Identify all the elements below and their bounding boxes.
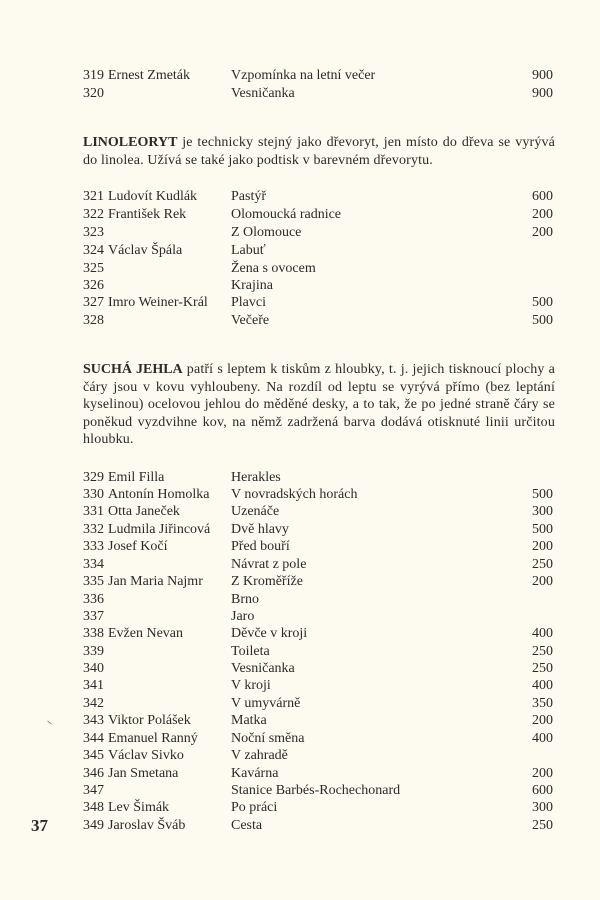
catalog-entry [83, 312, 553, 330]
entry-title: Uzenáče [231, 504, 280, 519]
entry-artist: Ludmila Jiřincová [108, 522, 211, 537]
entry-title: V kroji [231, 678, 271, 693]
entry-title: Olomoucká radnice [231, 207, 342, 222]
catalog-entry [83, 294, 553, 312]
entry-price: 200 [532, 574, 553, 589]
entry-price: 600 [532, 783, 553, 798]
catalog-entry [83, 625, 553, 643]
paper-speck [47, 721, 51, 725]
entry-artist: Viktor Polášek [108, 713, 191, 728]
catalog-entry [83, 747, 553, 765]
catalog-entry [83, 224, 553, 242]
entry-number: 326 [83, 278, 104, 293]
entry-number: 335 [83, 574, 104, 589]
entry-artist: Emil Filla [108, 470, 165, 485]
entry-number: 343 [83, 713, 104, 728]
entry-title: Noční směna [231, 731, 305, 746]
entry-artist: Ludovít Kudlák [108, 189, 198, 204]
entry-number: 321 [83, 189, 104, 204]
entry-number: 323 [83, 225, 104, 240]
entry-artist: Otta Janeček [108, 504, 180, 519]
entry-number: 338 [83, 626, 104, 641]
entry-price: 500 [532, 313, 553, 328]
entry-number: 348 [83, 800, 104, 815]
catalog-entry [83, 730, 553, 748]
entry-title: Žena s ovocem [231, 261, 316, 276]
entry-number: 331 [83, 504, 104, 519]
entry-price: 400 [532, 731, 553, 746]
entry-price: 400 [532, 626, 553, 641]
page-number: 37 [31, 816, 48, 835]
catalog-entry [83, 85, 553, 103]
entry-price: 500 [532, 295, 553, 310]
entry-title: Večeře [231, 313, 270, 328]
entry-title: Dvě hlavy [231, 522, 289, 537]
entry-artist: Emanuel Ranný [108, 731, 198, 746]
section-description-sucha-jehla [83, 361, 555, 449]
entry-price: 200 [532, 207, 553, 222]
entry-title: Kavárna [231, 766, 279, 781]
entry-number: 324 [83, 243, 104, 258]
catalog-entry [83, 206, 553, 224]
entry-price: 300 [532, 800, 553, 815]
entry-number: 340 [83, 661, 104, 676]
entry-number: 327 [83, 295, 104, 310]
catalog-entry [83, 67, 553, 85]
entry-number: 336 [83, 592, 104, 607]
catalog-entry [83, 817, 553, 835]
entry-title: Stanice Barbés-Rochechonard [231, 783, 401, 798]
entry-artist: František Rek [108, 207, 187, 222]
entry-number: 328 [83, 313, 104, 328]
catalog-entry [83, 677, 553, 695]
entry-artist: Jaroslav Šváb [108, 818, 186, 833]
entry-artist: Ernest Zmeták [108, 68, 191, 83]
catalog-entry [83, 277, 553, 295]
entry-price: 250 [532, 557, 553, 572]
entry-title: Brno [231, 592, 259, 607]
entry-number: 345 [83, 748, 104, 763]
entry-price: 350 [532, 696, 553, 711]
entry-artist: Antonín Homolka [108, 487, 210, 502]
catalog-entry [83, 242, 553, 260]
entry-artist: Jan Maria Najmr [108, 574, 203, 589]
entry-title: Toileta [231, 644, 270, 659]
entry-number: 325 [83, 261, 104, 276]
catalog-entry [83, 486, 553, 504]
catalog-entry [83, 695, 553, 713]
catalog-entry [83, 503, 553, 521]
entry-number: 337 [83, 609, 104, 624]
entry-number: 322 [83, 207, 104, 222]
entry-price: 900 [532, 68, 553, 83]
entry-price: 200 [532, 539, 553, 554]
section-text: patří s leptem k tiskům z hloubky, t. j. jejich tisknoucí plochy a čáry jsou v kovu vyhloubeny. Na rozdíl od leptu se vyrývá přímo (bez leptání kyselinou) ocelovou jehlou do měděné desky, a to tak, že po jedné straně čáry se poněkud vyzdvihne kov, na němž zadržená barva dodává otisknuté linii určitou hloubku. [83, 362, 555, 447]
catalog-entry [83, 643, 553, 661]
entry-price: 500 [532, 522, 553, 537]
entry-artist: Evžen Nevan [108, 626, 184, 641]
entry-price: 500 [532, 487, 553, 502]
entry-title: Před bouří [231, 539, 290, 554]
entry-title: Vzpomínka na letní večer [231, 68, 376, 83]
entry-price: 250 [532, 661, 553, 676]
entry-title: Cesta [231, 818, 263, 833]
entry-number: 332 [83, 522, 104, 537]
section-description-linoleoryt [83, 134, 555, 169]
catalog-entry [83, 556, 553, 574]
entry-title: Vesničanka [231, 86, 295, 101]
entry-price: 200 [532, 225, 553, 240]
entry-number: 347 [83, 783, 104, 798]
entry-price: 400 [532, 678, 553, 693]
catalog-entry [83, 608, 553, 626]
entry-price: 600 [532, 189, 553, 204]
section-text: je technicky stejný jako dřevoryt, jen místo do dřeva se vyrývá do linolea. Užívá se také jako podtisk v barevném dřevorytu. [83, 135, 555, 168]
section-heading-linoleoryt: LINOLEORYT [83, 135, 178, 150]
entry-title: V umyvárně [231, 696, 301, 711]
catalog-entry [83, 188, 553, 206]
entry-title: Plavci [231, 295, 266, 310]
entry-number: 334 [83, 557, 104, 572]
entry-number: 339 [83, 644, 104, 659]
catalog-entry [83, 260, 553, 278]
catalog-entry [83, 660, 553, 678]
entry-price: 300 [532, 504, 553, 519]
entry-title: Jaro [231, 609, 255, 624]
entry-number: 341 [83, 678, 104, 693]
entry-number: 346 [83, 766, 104, 781]
entry-price: 200 [532, 713, 553, 728]
catalog-entry [83, 591, 553, 609]
entry-number: 329 [83, 470, 104, 485]
entry-title: Děvče v kroji [231, 626, 308, 641]
catalog-entry [83, 712, 553, 730]
entry-title: Pastýř [231, 189, 266, 204]
catalog-entry [83, 469, 553, 487]
entry-number: 319 [83, 68, 104, 83]
entry-title: Návrat z pole [231, 557, 307, 572]
entry-number: 342 [83, 696, 104, 711]
entry-title: Vesničanka [231, 661, 295, 676]
entry-artist: Jan Smetana [108, 766, 179, 781]
catalog-entry [83, 538, 553, 556]
entry-number: 333 [83, 539, 104, 554]
entry-price: 250 [532, 818, 553, 833]
entry-title: Z Kroměříže [231, 574, 303, 589]
catalog-entry [83, 765, 553, 783]
entry-artist: Lev Šimák [108, 800, 170, 815]
entry-artist: Imro Weiner-Král [108, 295, 208, 310]
entry-title: V zahradě [231, 748, 288, 763]
entry-number: 320 [83, 86, 104, 101]
section-heading-sucha-jehla: SUCHÁ JEHLA [83, 362, 183, 377]
entry-title: V novradských horách [231, 487, 358, 502]
catalog-entry [83, 573, 553, 591]
entry-title: Po práci [231, 800, 278, 815]
entry-title: Matka [231, 713, 267, 728]
entry-artist: Václav Špála [108, 243, 183, 258]
entry-title: Krajina [231, 278, 273, 293]
entry-artist: Josef Kočí [108, 539, 168, 554]
entry-title: Herakles [231, 470, 281, 485]
entry-artist: Václav Sivko [108, 748, 184, 763]
entry-price: 200 [532, 766, 553, 781]
entry-title: Labuť [231, 243, 266, 258]
entry-number: 344 [83, 731, 104, 746]
catalog-entry [83, 521, 553, 539]
entry-number: 349 [83, 818, 104, 833]
entry-title: Z Olomouce [231, 225, 302, 240]
entry-price: 900 [532, 86, 553, 101]
catalog-entry [83, 799, 553, 817]
entry-price: 250 [532, 644, 553, 659]
catalog-entry [83, 782, 553, 800]
entry-number: 330 [83, 487, 104, 502]
